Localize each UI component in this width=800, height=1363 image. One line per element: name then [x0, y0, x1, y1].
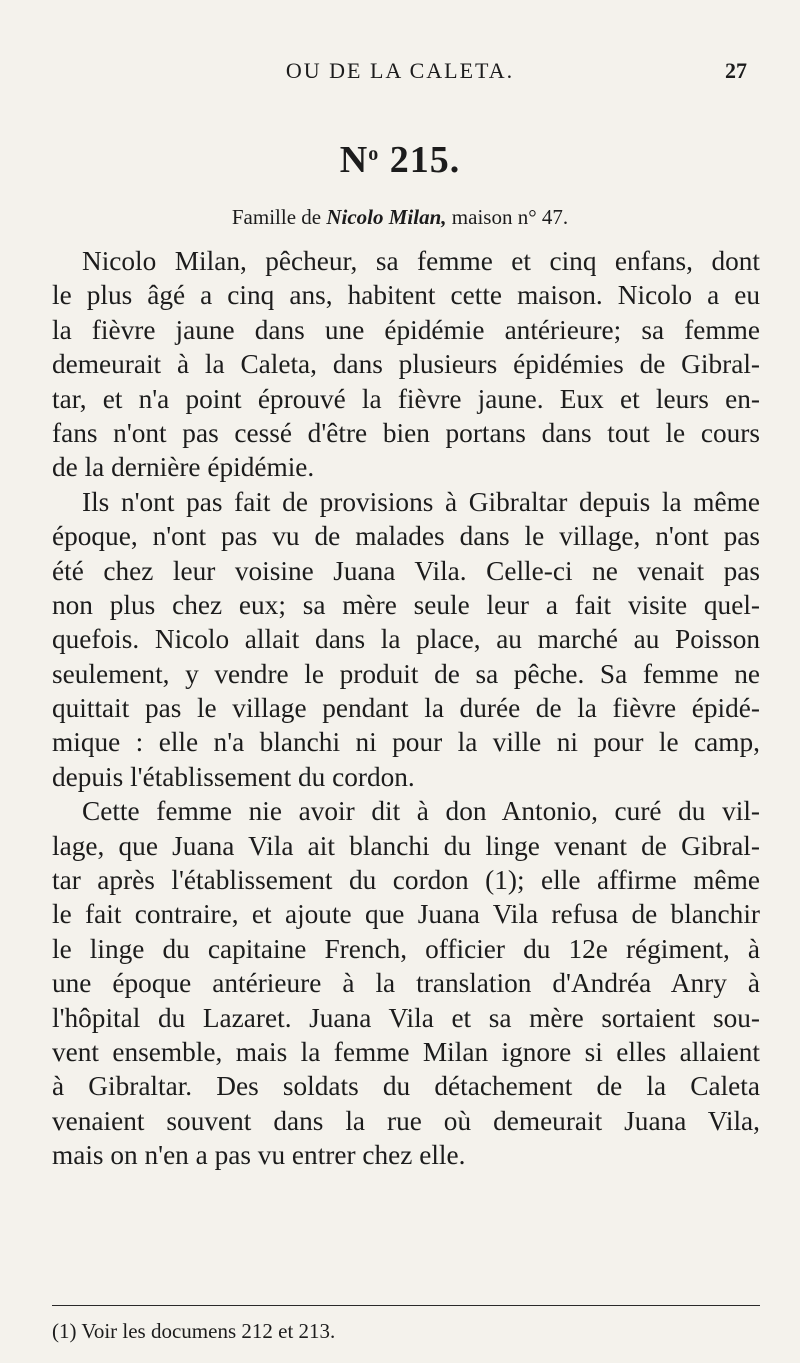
text-line: l'hôpital du Lazaret. Juana Vila et sa mère sortaient sou- — [52, 1002, 760, 1033]
text-line: mique : elle n'a blanchi ni pour la ville ni pour le camp, — [52, 727, 760, 758]
text-line: quefois. Nicolo allait dans la place, au marché au Poisson — [52, 624, 760, 655]
number-value: 215. — [389, 139, 461, 181]
text-line: une époque antérieure à la translation d'Andréa Anry à — [52, 968, 760, 999]
number-prefix: N — [339, 139, 369, 181]
running-title: OU DE LA CALETA. — [285, 58, 515, 83]
text-line: Nicolo Milan, pêcheur, sa femme et cinq enfans, dont — [82, 246, 760, 276]
text-line: fans n'ont pas cessé d'être bien portans dans tout le cours — [52, 417, 760, 448]
subtitle-name: Nicolo Milan, — [326, 205, 447, 229]
document-number — [0, 138, 800, 182]
text-line: mais on n'en a pas vu entrer chez elle. — [52, 1140, 466, 1171]
page-number: 27 — [725, 58, 747, 83]
text-line: depuis l'établissement du cordon. — [52, 761, 415, 792]
running-head — [0, 58, 800, 86]
text-line: tar, et n'a point éprouvé la fièvre jaune. Eux et leurs en- — [52, 383, 760, 414]
text-line: Cette femme nie avoir dit à don Antonio, curé du vil- — [82, 796, 760, 827]
text-line: tar après l'établissement du cordon (1); elle affirme même — [52, 865, 760, 896]
text-line: venaient souvent dans la rue où demeurait Juana Vila, — [52, 1105, 760, 1136]
footnote: (1) Voir les documens 212 et 213. — [52, 1319, 336, 1343]
text-line: demeurait à la Caleta, dans plusieurs épidémies de Gibral- — [52, 349, 760, 380]
number-sup: o — [368, 143, 380, 165]
text-line: été chez leur voisine Juana Vila. Celle-ci ne venait pas — [52, 555, 760, 586]
text-line: vent ensemble, mais la femme Milan ignore si elles allaient — [52, 1036, 760, 1067]
text-line: quittait pas le village pendant la durée de la fièvre épidé- — [52, 693, 760, 724]
text-line: Ils n'ont pas fait de provisions à Gibraltar depuis la même — [82, 486, 760, 517]
text-line: le fait contraire, et ajoute que Juana Vila refusa de blanchir — [52, 899, 760, 930]
subtitle-before: Famille de — [231, 205, 327, 229]
text-line: le plus âgé a cinq ans, habitent cette maison. Nicolo a eu — [52, 280, 760, 311]
footnote-rule — [52, 1305, 760, 1306]
text-line: le linge du capitaine French, officier du 12e régiment, à — [52, 933, 760, 964]
text-line: à Gibraltar. Des soldats du détachement de la Caleta — [52, 1071, 760, 1102]
text-line: non plus chez eux; sa mère seule leur a fait visite quel- — [52, 589, 760, 620]
text-line: époque, n'ont pas vu de malades dans le village, n'ont pas — [52, 521, 760, 552]
subtitle-after: maison n° 47. — [446, 205, 569, 229]
text-line: lage, que Juana Vila ait blanchi du linge venant de Gibral- — [52, 830, 760, 861]
text-line: de la dernière épidémie. — [52, 452, 315, 483]
text-line: la fièvre jaune dans une épidémie antérieure; sa femme — [52, 314, 760, 345]
text-line: seulement, y vendre le produit de sa pêche. Sa femme ne — [52, 658, 760, 689]
document-subtitle — [0, 205, 800, 230]
body-text — [52, 244, 760, 1173]
